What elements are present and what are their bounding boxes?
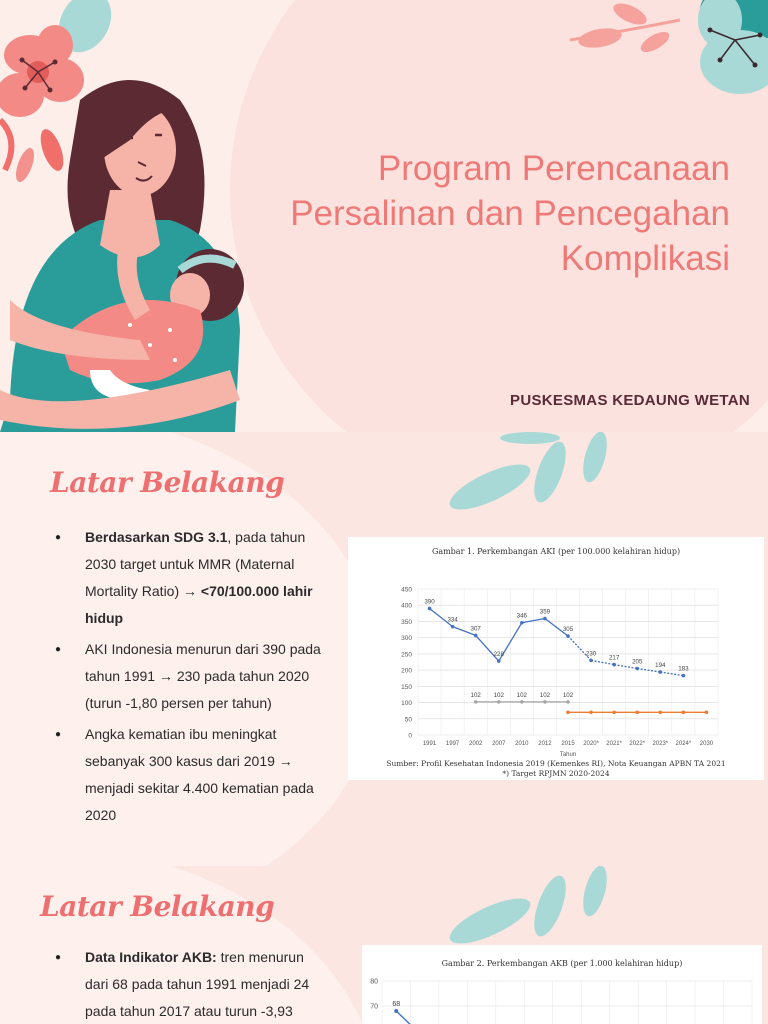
x-tick-label: 2015 (561, 741, 575, 747)
data-point (520, 700, 524, 704)
bullet-list (55, 524, 330, 833)
akb-chart-plot (362, 973, 762, 1024)
data-label: 102 (516, 691, 528, 699)
data-label: 217 (608, 654, 620, 662)
data-point (635, 710, 639, 714)
data-point (497, 700, 501, 704)
data-point (659, 670, 663, 674)
data-point (566, 710, 570, 714)
data-point (682, 674, 686, 678)
bullet-bold-text: Berdasarkan SDG 3.1 (85, 529, 228, 545)
x-tick-label: 2024* (675, 741, 692, 747)
aki-chart-plot (348, 557, 764, 772)
flower-decoration-top-right (560, 0, 768, 110)
y-tick-label: 150 (401, 683, 412, 691)
y-tick-label: 100 (401, 700, 412, 708)
x-tick-label: 2007 (492, 741, 506, 747)
x-tick-label: 2021* (606, 741, 622, 747)
bullet-bold-text: Data Indikator AKB: (85, 949, 217, 965)
data-point (705, 710, 709, 714)
y-tick-label: 0 (408, 732, 412, 740)
bullet-maternal-death (55, 721, 330, 829)
data-point (566, 700, 570, 704)
organization-name: PUSKESMAS KEDAUNG WETAN (510, 392, 750, 409)
data-point (543, 700, 547, 704)
data-label: 334 (447, 616, 458, 624)
data-label: 205 (632, 658, 643, 666)
data-point (659, 710, 663, 714)
chart-source-note: *) Target RPJMN 2020-2024 (502, 769, 610, 778)
x-tick-label: 2010 (515, 741, 529, 747)
y-tick-label: 200 (401, 667, 412, 675)
x-tick-label: 2023* (652, 741, 669, 747)
data-point (394, 1009, 398, 1013)
title-line-2: Persalinan dan Pencegahan (290, 194, 730, 233)
x-tick-label: 1997 (445, 741, 460, 747)
y-tick-label: 350 (401, 618, 412, 626)
title-line-1: Program Perencanaan (377, 149, 730, 188)
y-tick-label: 300 (401, 635, 412, 643)
y-tick-label: 70 (370, 1003, 378, 1011)
aki-chart (348, 537, 764, 780)
x-tick-label: 2012 (538, 741, 552, 747)
bullet-text: tren menurun dari 68 pada tahun 1991 menjadi 24 pada tahun 2017 atau turun -3,93 (85, 949, 310, 1019)
presentation-title (230, 146, 730, 281)
chart-source (348, 759, 764, 779)
data-label: 305 (562, 626, 574, 634)
x-tick-label: 2002 (469, 741, 483, 747)
data-label: 102 (539, 691, 551, 699)
background-slide-1 (0, 432, 768, 866)
section-title: Latar Belakang (40, 890, 275, 923)
x-axis-label: Tahun (559, 752, 577, 758)
x-tick-label: 1991 (422, 741, 437, 747)
data-point (682, 710, 686, 714)
leaf-decoration (440, 866, 640, 946)
leaf-decoration (440, 432, 640, 512)
bullet-text: AKI Indonesia menurun dari 390 pada tahun 1991 → 230 pada tahun 2020 (turun -1,80 persen per tahun) (85, 641, 321, 711)
background-slide-2 (0, 866, 768, 1024)
chart-source-line: Sumber: Profil Kesehatan Indonesia 2019 (Kemenkes RI), Nota Keuangan APBN TA 2021 (386, 759, 726, 768)
data-label: 390 (424, 598, 435, 606)
bullet-akb (55, 944, 320, 1024)
x-tick-label: 2022* (629, 741, 646, 747)
chart-title: Gambar 1. Perkembangan AKI (per 100.000 kelahiran hidup) (431, 547, 681, 556)
data-point (589, 659, 593, 663)
bullet-bold-text: <70/100.000 lahir hidup (85, 583, 313, 626)
data-point (612, 663, 616, 667)
data-label: 102 (470, 691, 481, 699)
data-label: 228 (493, 651, 504, 659)
data-point (497, 659, 501, 663)
data-label: 230 (585, 650, 597, 658)
y-tick-label: 50 (404, 716, 412, 724)
data-point (428, 607, 432, 611)
data-point (543, 617, 547, 621)
data-label: 102 (493, 691, 504, 699)
bullet-sdg (55, 524, 330, 632)
data-label: 359 (539, 608, 551, 616)
data-label: 307 (470, 625, 481, 633)
y-tick-label: 80 (370, 978, 378, 986)
data-label: 102 (562, 691, 574, 699)
data-point (520, 621, 524, 625)
bullet-aki (55, 636, 330, 717)
y-tick-label: 400 (401, 602, 412, 610)
data-point (612, 710, 616, 714)
y-tick-label: 250 (401, 651, 412, 659)
data-point (474, 634, 478, 638)
y-tick-label: 450 (401, 586, 412, 594)
data-label: 194 (655, 662, 666, 670)
data-point (474, 700, 478, 704)
data-label: 346 (516, 612, 528, 620)
cover-slide (0, 0, 768, 432)
data-point (451, 625, 455, 629)
data-label: 183 (678, 665, 689, 673)
data-point (635, 667, 639, 671)
chart-title: Gambar 2. Perkembangan AKB (per 1.000 kelahiran hidup) (441, 959, 683, 968)
bullet-text: , pada tahun 2030 target untuk MMR (Maternal Mortality Ratio) → (85, 529, 306, 599)
mother-baby-illustration (0, 70, 250, 432)
data-point (566, 634, 570, 638)
akb-chart (362, 945, 762, 1024)
section-title: Latar Belakang (50, 466, 285, 499)
bullet-list (55, 944, 320, 1024)
data-point (589, 710, 593, 714)
x-tick-label: 2020* (583, 741, 599, 747)
title-line-3: Komplikasi (560, 239, 730, 278)
x-tick-label: 2030 (699, 741, 714, 747)
bullet-text: Angka kematian ibu meningkat sebanyak 300 kasus dari 2019 → menjadi sekitar 4.400 kematian pada 2020 (85, 726, 314, 823)
data-label: 68 (392, 1001, 401, 1008)
